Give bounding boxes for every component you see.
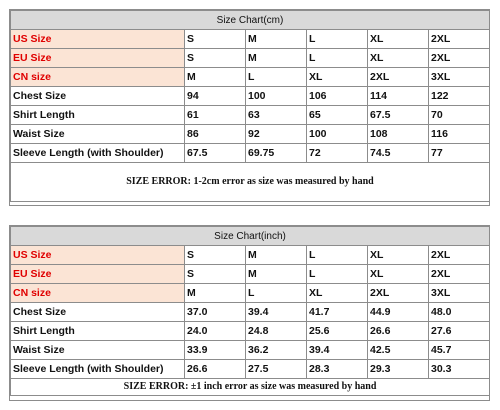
table-cell: 74.5 (368, 144, 429, 163)
size-chart-inch (9, 225, 490, 401)
table-cell: 42.5 (368, 341, 429, 360)
table-cell: XL (368, 49, 429, 68)
table-cell: 86 (185, 125, 246, 144)
table-row (11, 144, 490, 163)
table-cell: 77 (429, 144, 490, 163)
table-row (11, 360, 490, 379)
row-label: EU Size (11, 49, 185, 68)
table-cell: M (246, 246, 307, 265)
table-cell: 27.5 (246, 360, 307, 379)
table-cell: 2XL (429, 265, 490, 284)
table-cell: 26.6 (368, 322, 429, 341)
table-cell: M (246, 265, 307, 284)
size-table-inch (10, 226, 490, 396)
row-label: CN size (11, 68, 185, 87)
table-cell: 100 (307, 125, 368, 144)
table-cell: 24.8 (246, 322, 307, 341)
row-label: US Size (11, 30, 185, 49)
table-cell: 72 (307, 144, 368, 163)
table-cell: 33.9 (185, 341, 246, 360)
table-cell: 48.0 (429, 303, 490, 322)
table-cell: 67.5 (368, 106, 429, 125)
table-cell: 36.2 (246, 341, 307, 360)
table-cell: 100 (246, 87, 307, 106)
table-cell: 24.0 (185, 322, 246, 341)
table-cell: 3XL (429, 284, 490, 303)
table-cell: 2XL (429, 49, 490, 68)
table-cell: 63 (246, 106, 307, 125)
table-cell: 44.9 (368, 303, 429, 322)
table-cell: S (185, 246, 246, 265)
chart-title-cm: Size Chart(cm) (11, 11, 490, 30)
table-cell: 26.6 (185, 360, 246, 379)
table-cell: 114 (368, 87, 429, 106)
table-cell: 39.4 (246, 303, 307, 322)
table-cell: M (246, 49, 307, 68)
row-label: Shirt Length (11, 322, 185, 341)
row-label: EU Size (11, 265, 185, 284)
table-cell: 61 (185, 106, 246, 125)
size-error-note-inch: SIZE ERROR: ±1 inch error as size was measured by hand (11, 379, 490, 396)
table-cell: 94 (185, 87, 246, 106)
row-label: Shirt Length (11, 106, 185, 125)
table-row (11, 30, 490, 49)
row-label: Chest Size (11, 87, 185, 106)
table-cell: M (185, 284, 246, 303)
table-row (11, 341, 490, 360)
table-cell: L (246, 68, 307, 87)
size-error-note-cm: SIZE ERROR: 1-2cm error as size was measured by hand (11, 163, 490, 202)
row-label: Waist Size (11, 125, 185, 144)
table-cell: S (185, 265, 246, 284)
table-cell: M (246, 30, 307, 49)
size-table-cm (10, 10, 490, 202)
table-cell: XL (368, 265, 429, 284)
row-label: Sleeve Length (with Shoulder) (11, 360, 185, 379)
table-row (11, 265, 490, 284)
row-label: CN size (11, 284, 185, 303)
table-cell: 28.3 (307, 360, 368, 379)
table-row (11, 68, 490, 87)
table-cell: 41.7 (307, 303, 368, 322)
table-cell: 65 (307, 106, 368, 125)
table-row (11, 284, 490, 303)
table-cell: XL (307, 68, 368, 87)
row-label: US Size (11, 246, 185, 265)
table-cell: L (307, 246, 368, 265)
table-cell: L (307, 265, 368, 284)
table-cell: 30.3 (429, 360, 490, 379)
table-cell: L (246, 284, 307, 303)
table-cell: 29.3 (368, 360, 429, 379)
table-cell: 39.4 (307, 341, 368, 360)
row-label: Chest Size (11, 303, 185, 322)
table-cell: S (185, 49, 246, 68)
table-cell: 122 (429, 87, 490, 106)
table-cell: XL (368, 30, 429, 49)
table-row (11, 87, 490, 106)
table-cell: 67.5 (185, 144, 246, 163)
table-cell: 2XL (429, 246, 490, 265)
row-label: Sleeve Length (with Shoulder) (11, 144, 185, 163)
table-cell: XL (307, 284, 368, 303)
table-row (11, 303, 490, 322)
table-cell: 69.75 (246, 144, 307, 163)
table-cell: 3XL (429, 68, 490, 87)
table-cell: 108 (368, 125, 429, 144)
table-cell: 2XL (368, 68, 429, 87)
table-cell: 92 (246, 125, 307, 144)
table-cell: XL (368, 246, 429, 265)
table-cell: M (185, 68, 246, 87)
table-row (11, 49, 490, 68)
table-cell: 116 (429, 125, 490, 144)
table-cell: L (307, 49, 368, 68)
table-row (11, 106, 490, 125)
table-cell: 25.6 (307, 322, 368, 341)
table-row (11, 322, 490, 341)
chart-title-inch: Size Chart(inch) (11, 227, 490, 246)
table-cell: 2XL (429, 30, 490, 49)
row-label: Waist Size (11, 341, 185, 360)
table-cell: 106 (307, 87, 368, 106)
table-cell: 37.0 (185, 303, 246, 322)
table-row (11, 125, 490, 144)
size-chart-cm (9, 9, 490, 206)
table-cell: 2XL (368, 284, 429, 303)
table-cell: 45.7 (429, 341, 490, 360)
table-cell: S (185, 30, 246, 49)
table-cell: L (307, 30, 368, 49)
table-cell: 70 (429, 106, 490, 125)
table-row (11, 246, 490, 265)
table-cell: 27.6 (429, 322, 490, 341)
